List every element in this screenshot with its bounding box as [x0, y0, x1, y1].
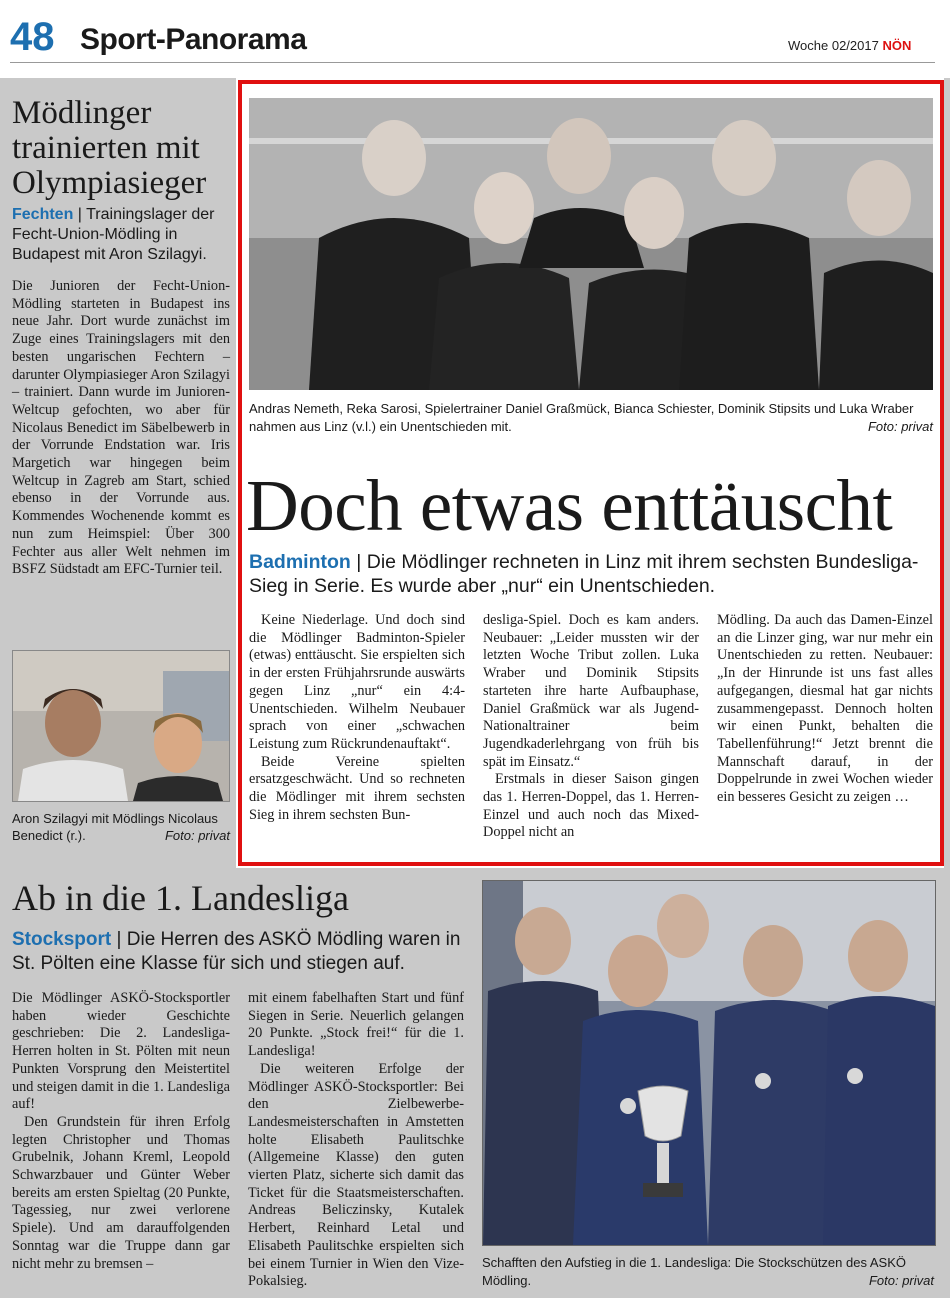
- page-number: 48: [10, 15, 55, 59]
- badminton-column-2: [483, 612, 699, 842]
- stocksport-kicker-label: Stocksport: [12, 929, 112, 950]
- badminton-paragraph: Keine Niederlage. Und doch sind die Mödlinger Badminton-Spieler (etwas) enttäuscht. Sie erspielten sich in der ersten Frühjahrsrunde auswärts gegen Linz „nur“ ein 4:4-Unentschieden. Wilhelm Neubauer sprach von einer „schwachen Leistung zum Rückrundenauftakt“.: [249, 612, 465, 752]
- stocksport-photo-caption: [482, 1254, 934, 1290]
- page-header: [0, 0, 950, 72]
- stocksport-paragraph: mit einem fabelhaften Start und fünf Siegen in Serie. Neuerlich gelangen 20 Punkte. „Stock frei!“ für die 1. Landesliga!: [248, 990, 464, 1060]
- stocksport-kicker: [12, 928, 472, 976]
- stocksport-paragraph: Die weiteren Erfolge der Mödlinger ASKÖ-Stocksportler: Bei den Zielbewerbe-Landesmeisterschaften in Amstetten holte Elisabeth Paulitschke (Allgemeine Klasse) den guten vierten Platz, sicherte sich damit das Ticket für die Staatsmeisterschaften. Andreas Beliczinsky, Kutalek Herbert, Reinhard Letal und Elisabeth Paulitschke erspielten sich bei einem Turnier in Wien den Vize-Pokalsieg.: [248, 1060, 464, 1290]
- badminton-paragraph: Erstmals in dieser Saison gingen das 1. Herren-Doppel, das 1. Herren-Einzel und auch noch das Mixed-Doppel nicht an: [483, 771, 699, 841]
- badminton-column-3: [717, 612, 933, 807]
- badminton-photo-credit: Foto: privat: [867, 419, 933, 434]
- stocksport-column-1: [12, 990, 230, 1273]
- fencing-body: Die Junioren der Fecht-Union-Mödling starteten in Budapest ins neue Jahr. Dort wurde zunächst im Zuge eines Trainingslagers mit den besten ungarischen Fechtern – darunter Olympiasieger Aron Szilagyi – trainiert. Dann wurde im Junioren-Weltcup gefochten, wo aber für Nicolaus Benedict im Säbelbewerb in der Vorrunde Endstation war. Iris Margetich war hingegen beim Weltcup in Zagreb am Start, schied ebenso in der Vorrunde aus. Kommendes Wochenende kommt es nun zum Heimspiel: Über 300 Fechter aus aller Welt nehmen im BSFZ Südstadt am EFC-Turnier teil.: [12, 278, 230, 578]
- fencers-photo-caption: [12, 810, 230, 844]
- stocksport-column-2: [248, 990, 464, 1291]
- stocksport-paragraph: Den Grundstein für ihren Erfolg legten Christopher und Thomas Grubelnik, Johann Kreml, Leopold Schwarzbauer und Günter Weber bereits am ersten Spieltag (20 Punkte, Tagessieg, nur zwei verlorene Spiele). Und am darauffolgenden Sonntag war die Truppe dann gar nicht mehr zu bremsen –: [12, 1113, 230, 1272]
- fencers-caption-text: Aron Szilagyi mit Mödlings Nicolaus Benedict (r.).: [12, 811, 218, 843]
- badminton-paragraph: desliga-Spiel. Doch es kam anders. Neubauer: „Leider mussten wir der letzten Woche Tribut zollen. Luka Wraber und Dominik Stipsits starteten ihre harte Aufbauphase, Daniel Graßmück war als Jugend-Nationaltrainer beim Jugendkaderlehrgang von früh bis spät im Einsatz.“: [483, 612, 699, 770]
- badminton-kicker-label: Badminton: [249, 551, 351, 573]
- fencing-kicker-text: Trainingslager der Fecht-Union-Mödling in Budapest mit Aron Szilagyi.: [12, 206, 215, 263]
- header-rule: [10, 62, 935, 63]
- stocksport-kicker-text: Die Herren des ASKÖ Mödling waren in St. Pölten eine Klasse für sich und stiegen auf.: [12, 929, 461, 974]
- fencing-headline: Mödlinger trainierten mit Olympiasieger: [12, 95, 207, 201]
- kicker-separator: |: [356, 551, 367, 573]
- stocksport-photo-credit: Foto: privat: [868, 1273, 934, 1288]
- badminton-kicker: [249, 550, 933, 598]
- fencers-photo: [12, 650, 230, 802]
- stocksport-paragraph: Die Mödlinger ASKÖ-Stocksportler haben wieder Geschichte geschrieben: Die 2. Landesliga-Herren holten in St. Pölten mit neun Punkten Vorsprung den Meistertitel und steigen damit in die 1. Landesliga auf!: [12, 990, 230, 1113]
- badminton-column-1: [249, 612, 465, 824]
- badminton-paragraph: Mödling. Da auch das Damen-Einzel an die Linzer ging, war nur mehr ein Unentschieden zu retten. Neubauer: „In der Hinrunde ist uns fast alles aufgegangen, diesmal hat gar nichts zusammengepasst. Dennoch holten wir einen Punkt, behalten die Tabellenführung!“ Jetzt brennt die Mannschaft darauf, in der Doppelrunde in zwei Wochen wieder ein besseres Gesicht zu zeigen …: [717, 612, 933, 806]
- badminton-headline: Doch etwas enttäuscht: [246, 465, 893, 546]
- section-title: Sport-Panorama: [80, 23, 307, 56]
- right-margin-background: [944, 78, 950, 868]
- kicker-separator: |: [116, 929, 127, 950]
- badminton-photo-caption: [249, 400, 933, 436]
- fencing-kicker-label: Fechten: [12, 206, 74, 223]
- stocksport-team-photo: [482, 880, 936, 1246]
- brand-logo: NÖN: [882, 38, 912, 53]
- badminton-team-photo: [249, 98, 933, 390]
- badminton-kicker-text: Die Mödlinger rechneten in Linz mit ihrem sechsten Bundesliga-Sieg in Serie. Es wurde aber „nur“ ein Unentschieden.: [249, 551, 919, 597]
- stocksport-headline: Ab in die 1. Landesliga: [12, 878, 349, 918]
- issue-week: Woche 02/2017: [788, 38, 879, 53]
- kicker-separator: |: [77, 206, 87, 223]
- fencers-photo-credit: Foto: privat: [164, 828, 230, 843]
- fencing-kicker: [12, 205, 232, 265]
- stocksport-caption-text: Schafften den Aufstieg in die 1. Landesliga: Die Stockschützen des ASKÖ Mödling.: [482, 1255, 906, 1288]
- badminton-caption-text: Andras Nemeth, Reka Sarosi, Spielertrainer Daniel Graßmück, Bianca Schiester, Dominik Stipsits und Luka Wraber nahmen aus Linz (v.l.) ein Unentschieden mit.: [249, 401, 914, 434]
- badminton-paragraph: Beide Vereine spielten ersatzgeschwächt. Und so rechneten die Mödlinger mit ihrem sechsten Sieg in ihrem sechsten Bun-: [249, 753, 465, 823]
- issue-info: [788, 38, 911, 54]
